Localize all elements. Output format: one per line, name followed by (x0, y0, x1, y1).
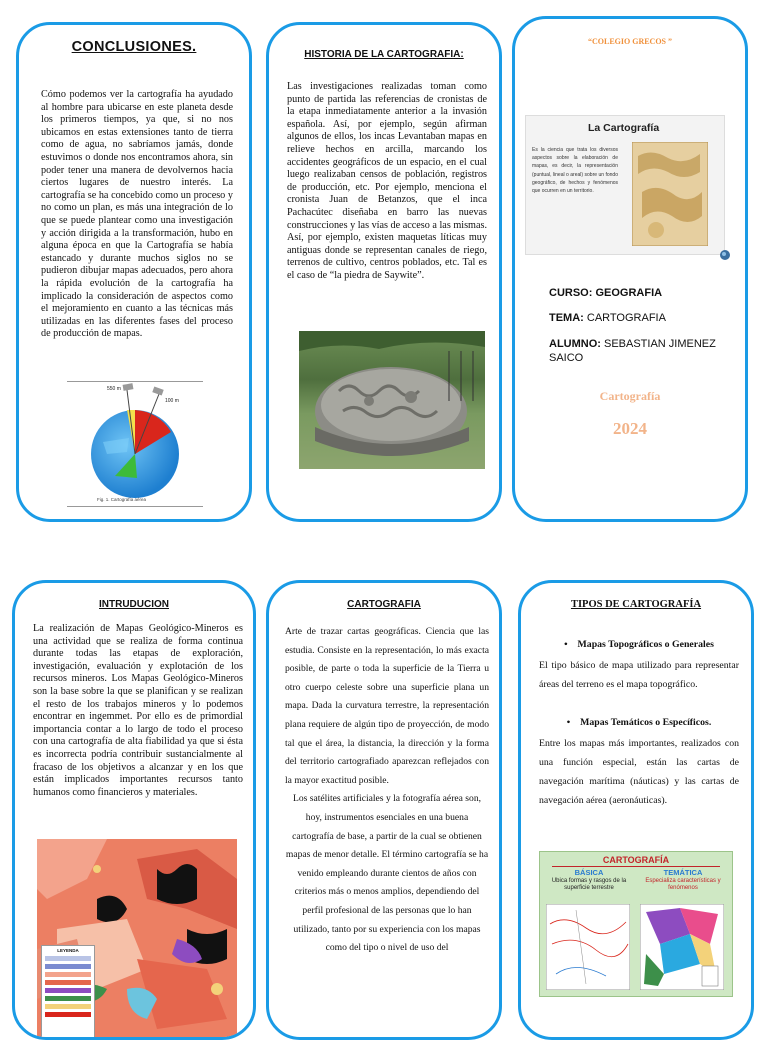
globe-illustration (67, 382, 203, 504)
panel-historia (266, 22, 502, 522)
topic-info (549, 312, 666, 324)
student-value: SEBASTIAN JIMENEZ SAICO (549, 338, 716, 364)
cartografia-paragraph-2: Los satélites artificiales y la fotografía aérea son, hoy, instrumentos esenciales en una buena cartografía de base, a partir de la cual se obtienen mapas de menor detalle. El término cartografía se ha venido empleando durante cientos de años con criterios más o menos amplios, dependiendo del perfil profesional de las personas que lo han utilizado, tanto por su experiencia con los mapas como del tipo o nivel de uso del (285, 793, 489, 954)
figure-caption: Fig. 1. Cartografía aérea (97, 497, 147, 502)
diagram-thematic-desc: Especializa características y fenómenos (645, 878, 721, 891)
saywite-stone-photo (299, 331, 485, 469)
basic-map-thumbnail (546, 904, 630, 990)
diagram-basic-desc: Ubica formas y rasgos de la superficie terrestre (551, 878, 627, 891)
course-label: CURSO: (549, 287, 593, 299)
historia-paragraph-2: Así, por ejemplo, existen maquetas líticas muy antiguas donde se representan canales de riego, terrenos de cultivo, centros poblados, etc. Tal es el caso de “la piedra de Saywite”. (287, 232, 487, 281)
panel-cover (512, 16, 748, 522)
conclusiones-title: CONCLUSIONES. (71, 39, 197, 55)
figure-label-b: 550 m (107, 386, 121, 392)
cartografia-title: CARTOGRAFIA (347, 599, 421, 610)
historia-paragraph-1: Las investigaciones realizadas toman como punto de partida las referencias de cronistas de la etapa inmediatamente anterior a la invasión española. Así, por ejemplo, según afirman algunos de ellos, los incas Levantaban mapas en relieve hechos en arcilla, marcando los accidentes geográficos de un espacio, en el cual luego realizaban censos de población, registros de producción, etc. Por ejemplo, menciona el cronista Juan de Betanzos, que el inca Pachacútec diseñaba en barro las nuevas construcciones y las vías de acceso a las mismas. (287, 81, 488, 231)
diagram-basic-head: BÁSICA (574, 868, 604, 877)
tipo-1-title: • Mapas Topográficos o Generales (539, 635, 739, 654)
figure-label-a: 100 m (165, 398, 179, 404)
brand-year: 2024 (613, 419, 647, 438)
cartografia-types-diagram (539, 851, 733, 997)
panel-cartografia (266, 580, 502, 1040)
old-map-illustration (632, 142, 708, 246)
cover-image-description: Es la ciencia que trata los diversos aspectos sobre la elaboración de mapas, es decir, la representación (puntual, lineal o areal) sobre un fondo geográfico, de hechos y fenómenos que ocurren en un territorio. (532, 147, 618, 195)
tipo-1-body: El tipo básico de mapa utilizado para representar áreas del terreno es el mapa topográfico. (539, 660, 739, 691)
panel-conclusiones (16, 22, 252, 522)
tipo-2-title: • Mapas Temáticos o Específicos. (539, 713, 739, 732)
historia-text (287, 81, 487, 283)
student-info (549, 337, 729, 365)
tipos-text (539, 635, 739, 829)
cartografia-text (285, 623, 489, 958)
tipos-title: TIPOS DE CARTOGRAFÍA (570, 599, 702, 610)
globe-icon (720, 250, 730, 260)
panel-introduccion (12, 580, 256, 1040)
brand-title: Cartografía (599, 389, 661, 403)
thematic-map-thumbnail (640, 904, 724, 990)
globe-figure (67, 381, 203, 507)
geologic-map-legend (41, 945, 95, 1039)
topic-value: CARTOGRAFIA (586, 312, 666, 324)
legend-title: LEYENDA (57, 948, 79, 953)
course-value: GEOGRAFIA (595, 287, 663, 299)
panel-tipos (518, 580, 754, 1040)
historia-title: HISTORIA DE LA CARTOGRAFIA: (304, 49, 464, 60)
conclusiones-text: Cómo podemos ver la cartografía ha ayudado al hombre para ubicarse en este planeta desde los primeros tiempos, ya que, si no nos ubicamos en estas extensiones tanto de tierra como de agua, no sabríamos jamás, donde estuvimos o donde nos encontramos ahora, sin poder tener una manera de devolvernos hacia ciertos lugares de nuestro interés. La cartografía se ha concebido como un proceso y no como un plan, es más una integración de lo que se puede plantear como una investigación y acción dirigida a la transformación, hubo en alguna época en que la Cartografía se había estancado y durante muchos siglos no se pudieron dibujar mapas adecuados, pero ahora la rápida evolución de la cartografía ha implicado la consideración de aspectos como el mejoramiento en cuanto a las técnicas más utilizadas en las diferentes fases del proceso de producción de mapas. (41, 89, 233, 340)
topic-label: TEMA: (549, 312, 584, 324)
diagram-thematic-head: TEMÁTICA (663, 868, 703, 877)
tipo-2-body: Entre los mapas más importantes, realizados con una función especial, están las cartas de navegación marítima (náuticas) y las cartas de navegación aérea (aeronáuticas). (539, 737, 739, 807)
cartografia-paragraph-1: Arte de trazar cartas geográficas. Ciencia que las estudia. Consiste en la representación, lo más exacta posible, de parte o toda la superficie de la Tierra u otro cuerpo celeste sobre una superficie plana un mapa. Dada la curvatura terrestre, la representación plana requiere de algún tipo de proyección, de modo tal que el área, la distancia, la dirección y la forma del territorio cartografiado aparezcan reflejados con la mayor exactitud posible. (285, 626, 489, 786)
cover-image (525, 115, 725, 255)
diagram-title: CARTOGRAFÍA (602, 855, 670, 865)
geologic-map (37, 839, 237, 1039)
introduccion-title: INTRUDUCION (99, 599, 169, 610)
school-name: “COLEGIO GRECOS ” (587, 37, 672, 46)
course-info (549, 287, 662, 299)
student-label: ALUMNO: (549, 338, 601, 350)
cover-image-title: La Cartografía (588, 122, 660, 134)
introduccion-text: La realización de Mapas Geológico-Mineros es una actividad que se realiza de forma continua durante todas las etapas de exploración, investigación, evaluación y explotación de los recursos mineros. Los Mapas Geológico-Mineros son la base sobre la que se planifican y se realizan el resto de los trabajos mineros y lo podemos encontrar en ingemmet. Por ello es de primordial importancia contar a lo largo de todo el proceso con una cartografía de alta fiabilidad ya que si ésta es incorrecta podría contribuir sustancialmente al fracaso de los objetivos a alcanzar y en los que están implicados importantes recursos tanto humanos como financieros y materiales. (33, 623, 243, 798)
